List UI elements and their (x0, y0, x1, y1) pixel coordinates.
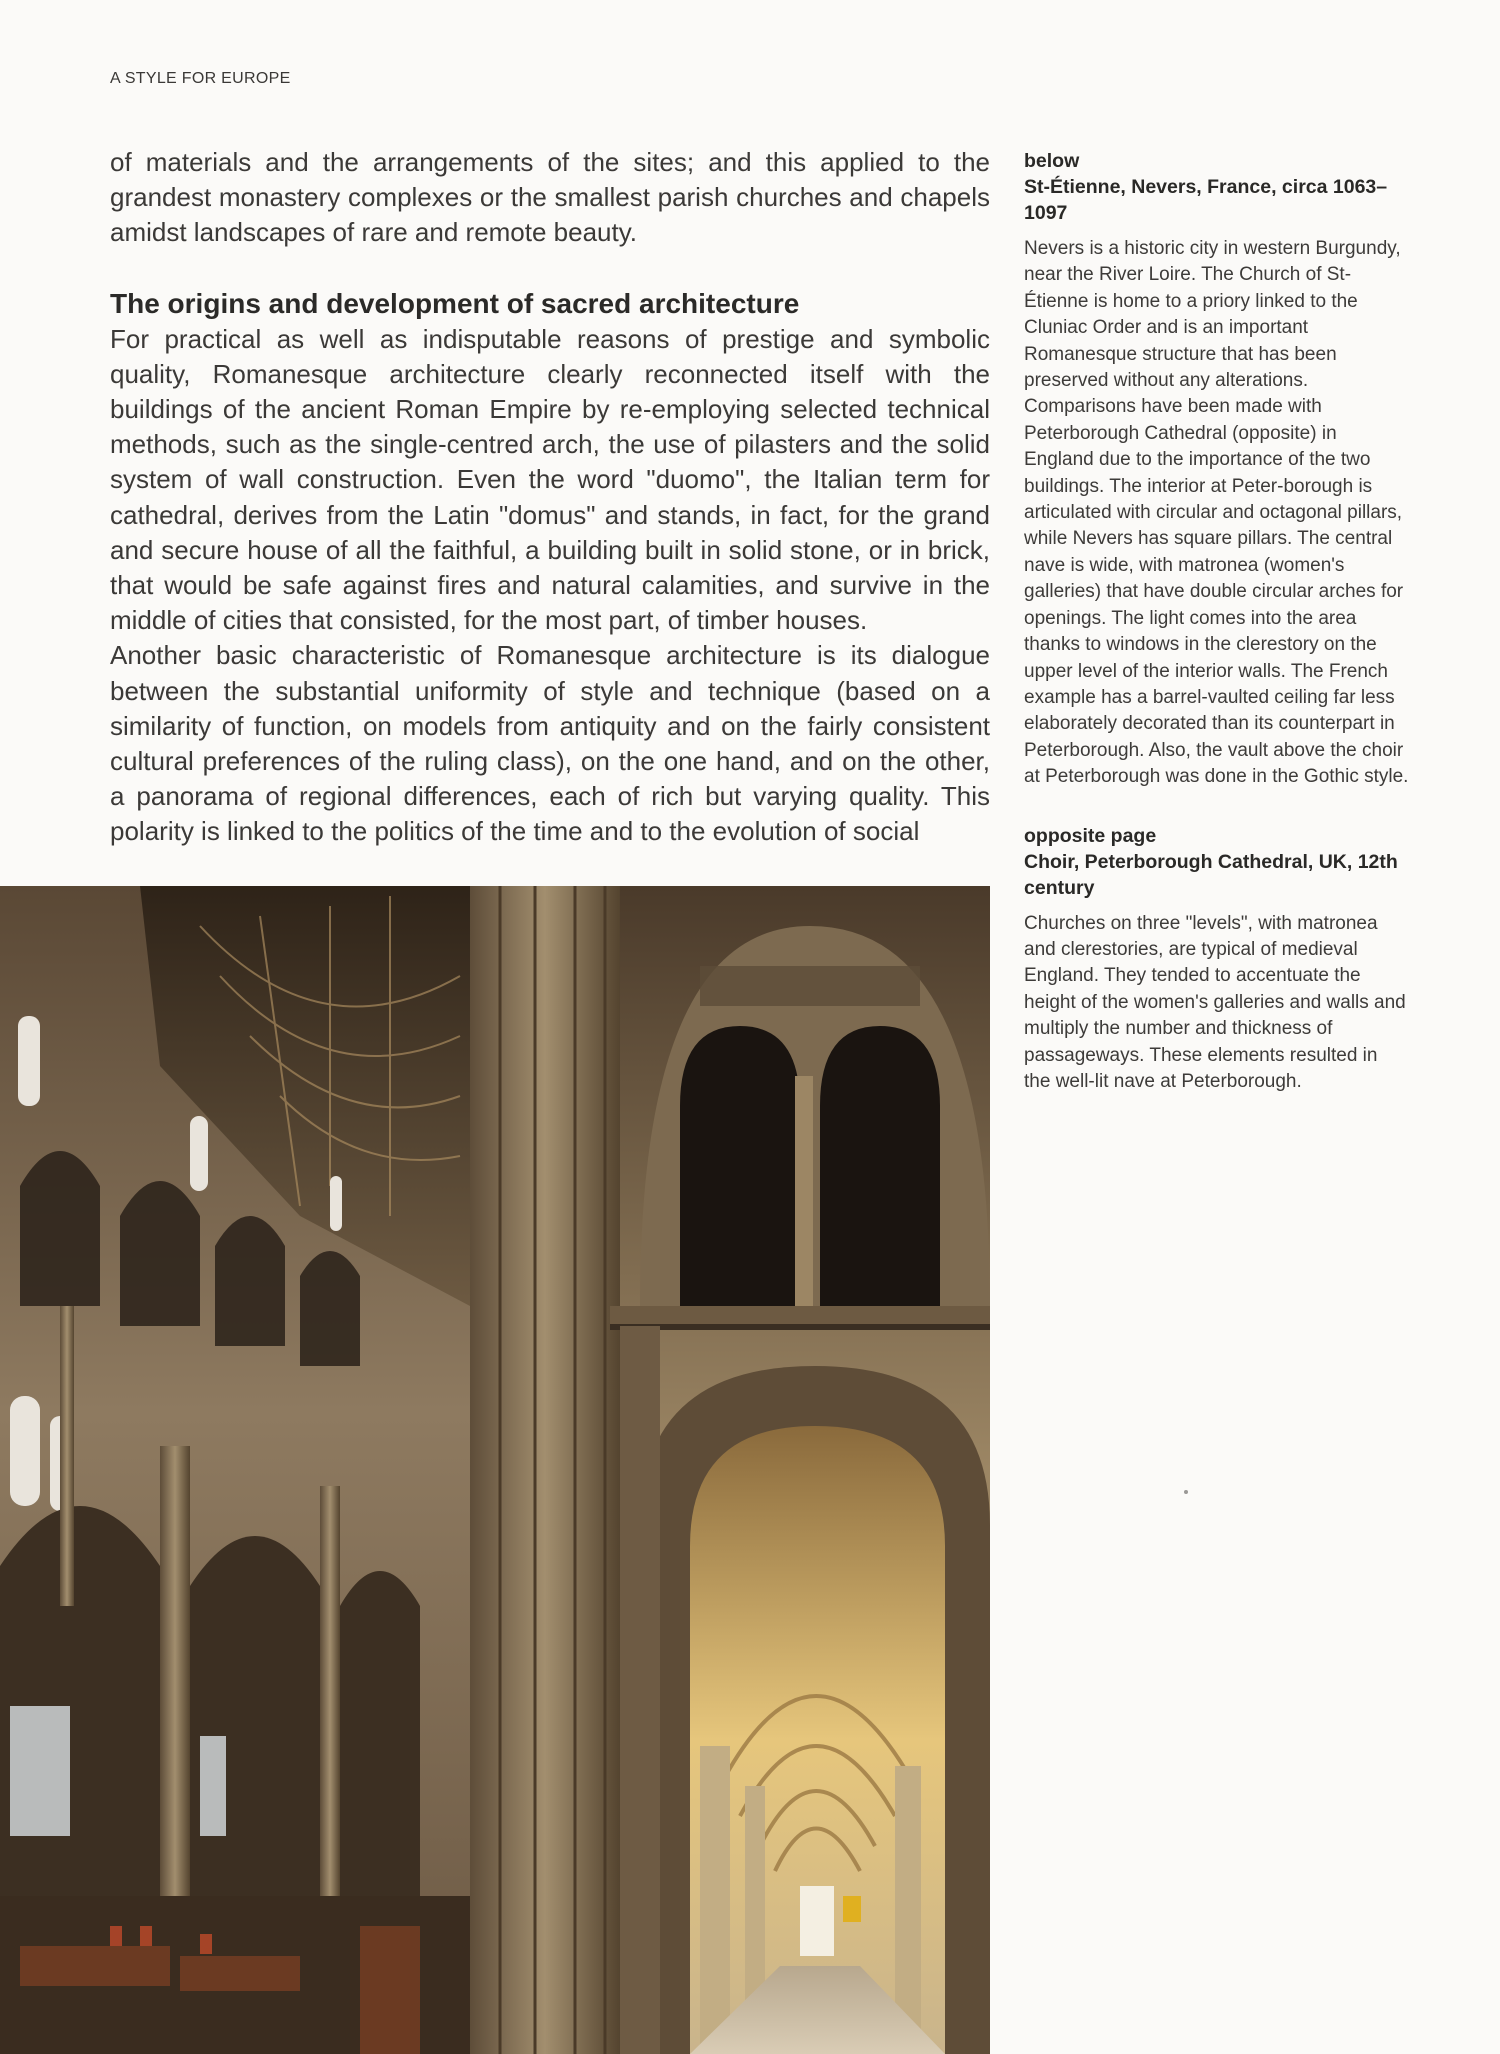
page-speck (1184, 1490, 1188, 1494)
intro-paragraph: of materials and the arrangements of the sites; and this applied to the grandest monastery complexes or the smallest parish churches and chapels amidst landscapes of rare and remote beauty. (110, 147, 990, 248)
body-paragraph-2: Another basic characteristic of Romanesque architecture is its dialogue between the substantial uniformity of style and technique (based on a similarity of function, on models from antiquity and on the fairly consistent cultural preferences of the ruling class), on the one hand, and on the other, a panorama of regional differences, each of rich but varying quality. This polarity is linked to the politics of the time and to the evolution of social (110, 640, 990, 847)
running-head: A STYLE FOR EUROPE (110, 70, 291, 87)
body-paragraph-1: For practical as well as indisputable reasons of prestige and symbolic quality, Romanesque architecture clearly reconnected itself with the buildings of the ancient Roman Empire by re-employing selected technical methods, such as the single-centred arch, the use of pilasters and the solid system of wall construction. Even the word "duomo", the Italian term for cathedral, derives from the Latin "domus" and stands, in fact, for the grand and secure house of all the faithful, a building built in solid stone, or in brick, that would be safe against fires and natural calamities, and survive in the middle of cities that consisted, for the most part, of timber houses. (110, 323, 990, 636)
caption-below (1024, 148, 1409, 791)
caption-below-body: Nevers is a historic city in western Burgundy, near the River Loire. The Church of St-Étienne is home to a priory linked to the Cluniac Order and is an important Romanesque structure that has been preserved without any alterations. Comparisons have been made with Peterborough Cathedral (opposite) in England due to the importance of the two buildings. The interior at Peter-borough is articulated with circular and octagonal pillars, while Nevers has square pillars. The central nave is wide, with matronea (women's galleries) that have double circular arches for openings. The light comes into the area thanks to windows in the clerestory on the upper level of the interior walls. The French example has a barrel-vaulted ceiling far less elaborately decorated than its counterpart in Peterborough. Also, the vault above the choir at Peterborough was done in the Gothic style. (1024, 238, 1409, 788)
cathedral-interior-photo (0, 886, 990, 2054)
caption-opposite (1024, 823, 1409, 1096)
caption-column (1024, 148, 1409, 1095)
caption-opposite-body: Churches on three "levels", with matronea and clerestories, are typical of medieval England. They tended to accentuate the height of the women's galleries and walls and multiply the number and thickness of passageways. These elements resulted in the well-lit nave at Peterborough. (1024, 912, 1406, 1092)
section-heading: The origins and development of sacred architecture (110, 287, 800, 319)
main-text-column (110, 145, 990, 850)
caption-below-position: below (1024, 150, 1080, 172)
caption-below-title: St-Étienne, Nevers, France, circa 1063–1097 (1024, 176, 1388, 224)
caption-opposite-title: Choir, Peterborough Cathedral, UK, 12th century (1024, 850, 1398, 899)
caption-opposite-position: opposite page (1024, 824, 1157, 847)
